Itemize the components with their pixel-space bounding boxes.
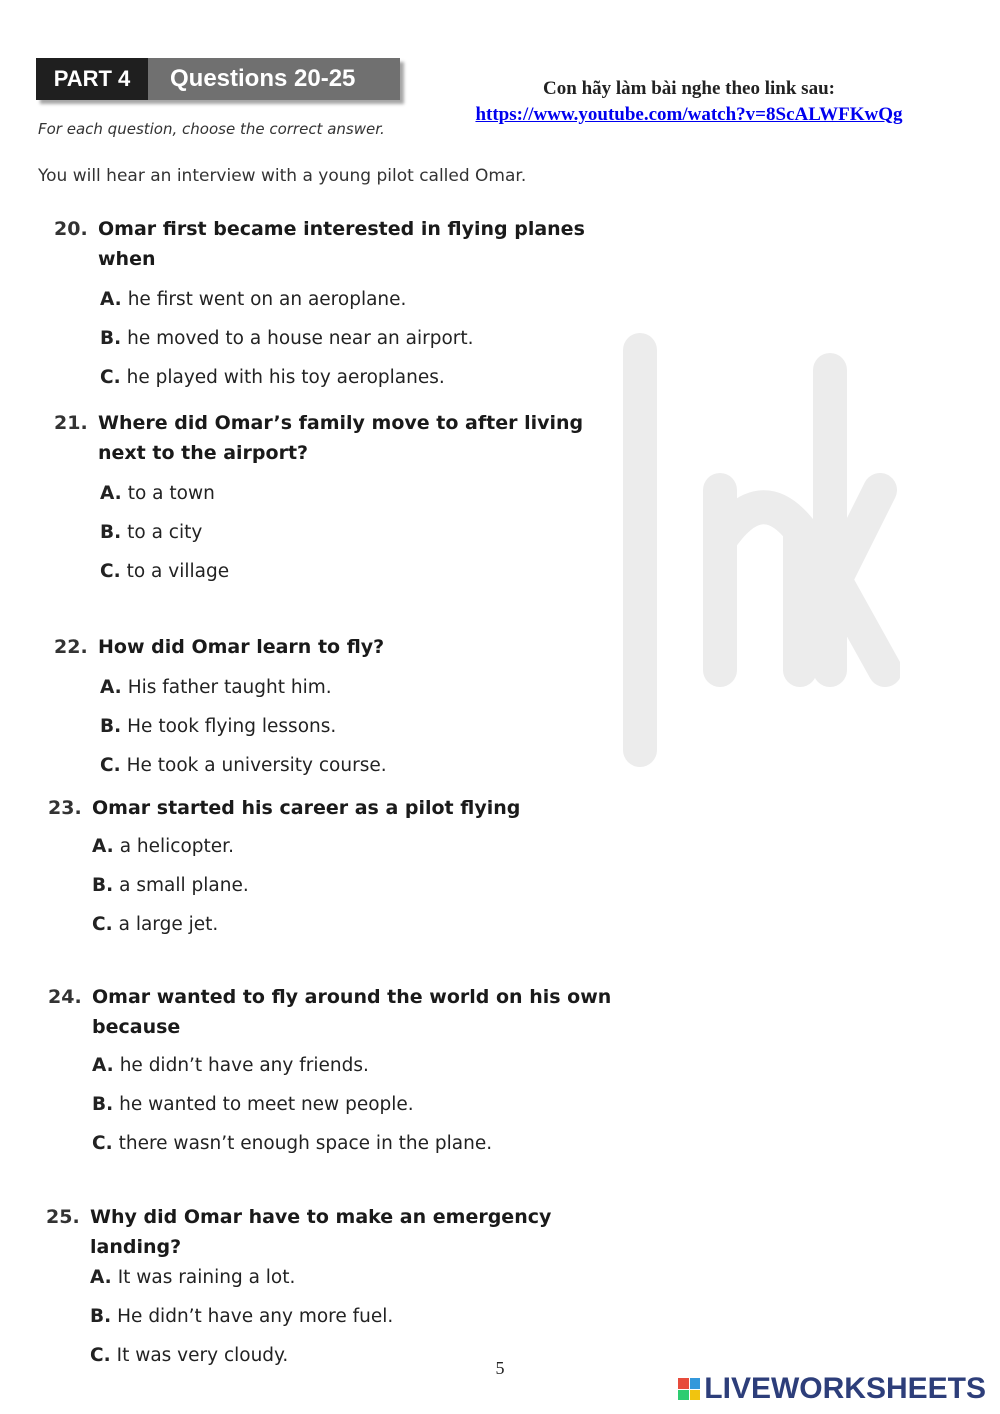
option-b[interactable]: B. he moved to a house near an airport. [100, 328, 474, 349]
option-b[interactable]: B. to a city [100, 522, 203, 543]
option-c[interactable]: C. he played with his toy aeroplanes. [100, 367, 445, 388]
liveworksheets-logo [678, 1372, 986, 1406]
question-number: 20. [54, 218, 88, 240]
question-24 [48, 982, 612, 1163]
option-c[interactable]: C. to a village [100, 561, 230, 582]
option-a[interactable]: A. he first went on an aeroplane. [100, 289, 407, 310]
option-a[interactable]: A. It was raining a lot. [90, 1267, 296, 1288]
option-a[interactable]: A. a helicopter. [92, 836, 234, 857]
youtube-link[interactable]: https://www.youtube.com/watch?v=8ScALWFKwQg [475, 104, 903, 125]
question-number: 23. [48, 797, 82, 819]
listening-note [458, 76, 920, 128]
liveworksheets-icon [678, 1378, 700, 1400]
question-range: Questions 20-25 [148, 58, 400, 100]
question-25 [46, 1202, 610, 1375]
note-text: Con hãy làm bài nghe theo link sau: [543, 78, 835, 99]
instruction-text: For each question, choose the correct answer. [38, 120, 385, 138]
part-label: PART 4 [36, 58, 148, 100]
question-22 [54, 632, 618, 785]
option-c[interactable]: C. there wasn’t enough space in the plane. [92, 1133, 493, 1154]
option-b[interactable]: B. he wanted to meet new people. [92, 1094, 414, 1115]
option-a[interactable]: A. he didn’t have any friends. [92, 1055, 369, 1076]
brand-name: LIVEWORKSHEETS [704, 1372, 986, 1405]
question-20 [54, 214, 618, 397]
question-text: Why did Omar have to make an emergency landing? [90, 1206, 552, 1258]
question-21 [54, 408, 618, 591]
question-text: Omar started his career as a pilot flying [92, 797, 521, 819]
option-c[interactable]: C. He took a university course. [100, 755, 387, 776]
question-text: Omar first became interested in flying planes when [98, 218, 585, 270]
question-text: How did Omar learn to fly? [98, 636, 385, 658]
question-23 [48, 793, 612, 944]
question-text: Omar wanted to fly around the world on his own because [92, 986, 612, 1038]
intro-text: You will hear an interview with a young pilot called Omar. [38, 166, 527, 186]
question-number: 22. [54, 636, 88, 658]
option-b[interactable]: B. a small plane. [92, 875, 249, 896]
question-text: Where did Omar’s family move to after living next to the airport? [98, 412, 584, 464]
option-a[interactable]: A. His father taught him. [100, 677, 332, 698]
option-c[interactable]: C. a large jet. [92, 914, 219, 935]
option-a[interactable]: A. to a town [100, 483, 215, 504]
part-header [36, 58, 400, 100]
watermark-graphic [600, 330, 900, 770]
option-b[interactable]: B. He took flying lessons. [100, 716, 337, 737]
page-number: 5 [495, 1358, 505, 1378]
option-b[interactable]: B. He didn’t have any more fuel. [90, 1306, 394, 1327]
option-c[interactable]: C. It was very cloudy. [90, 1345, 289, 1366]
question-number: 21. [54, 412, 88, 434]
question-number: 24. [48, 986, 82, 1008]
question-number: 25. [46, 1206, 80, 1228]
